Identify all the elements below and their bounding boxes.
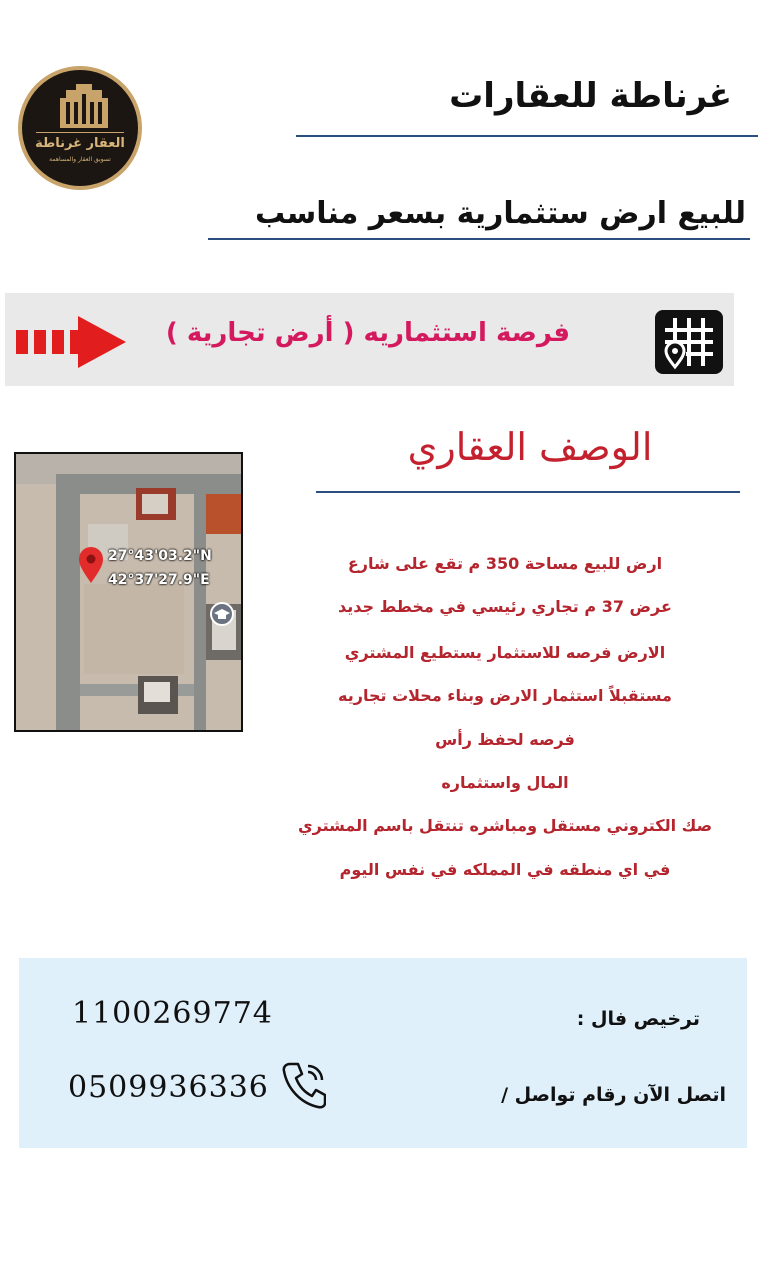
description-line-2: عرض 37 م تجاري رئيسي في مخطط جديد: [338, 597, 672, 616]
brand-underline: [296, 135, 758, 137]
description-line-8: في اي منطقه في المملكه في نفس اليوم: [339, 860, 671, 879]
description-line-6: المال واستثماره: [441, 773, 569, 792]
headline-underline: [208, 238, 750, 240]
license-label: ترخيص فال :: [576, 1008, 700, 1030]
description-line-3: الارض فرصه للاستثمار يستطيع المشتري: [344, 643, 666, 662]
logo-name: العقار غرناطة: [35, 136, 125, 151]
description-line-5: فرصه لحفظ رأس: [435, 730, 575, 749]
description-line-1: ارض للبيع مساحة 350 م تقع على شارع: [347, 554, 663, 573]
sale-headline: للبيع ارض ستثمارية بسعر مناسب: [254, 196, 746, 231]
satellite-map: [14, 452, 243, 732]
school-marker-icon: [210, 602, 234, 626]
description-line-4: مستقبلاً استثمار الارض وبناء محلات تجاريه: [338, 686, 672, 705]
longitude-label: 42°37'27.9"E: [108, 572, 210, 588]
description-line-7: صك الكتروني مستقل ومباشره تنتقل باسم المشتري: [297, 816, 713, 835]
description-underline: [316, 491, 740, 493]
description-title: الوصف العقاري: [407, 425, 653, 469]
phone-label: اتصل الآن رقام تواصل /: [501, 1084, 726, 1106]
location-pin-icon: [78, 546, 104, 584]
phone-number[interactable]: 0509936336: [68, 1070, 269, 1105]
contact-box: [19, 958, 747, 1148]
arrow-right-icon: [16, 316, 126, 368]
license-number: 1100269774: [72, 996, 273, 1031]
building-logo-icon: [58, 84, 110, 128]
banner-text: فرصة استثماريه ( أرض تجارية ): [165, 318, 571, 348]
phone-icon[interactable]: [282, 1060, 326, 1110]
logo-tagline: تسويق العقار والمساهمة: [49, 156, 111, 163]
brand-title: غرناطة للعقارات: [449, 76, 732, 116]
logo: [18, 66, 142, 190]
map-grid-pin-icon: [655, 310, 723, 374]
latitude-label: 27°43'03.2"N: [108, 548, 212, 564]
